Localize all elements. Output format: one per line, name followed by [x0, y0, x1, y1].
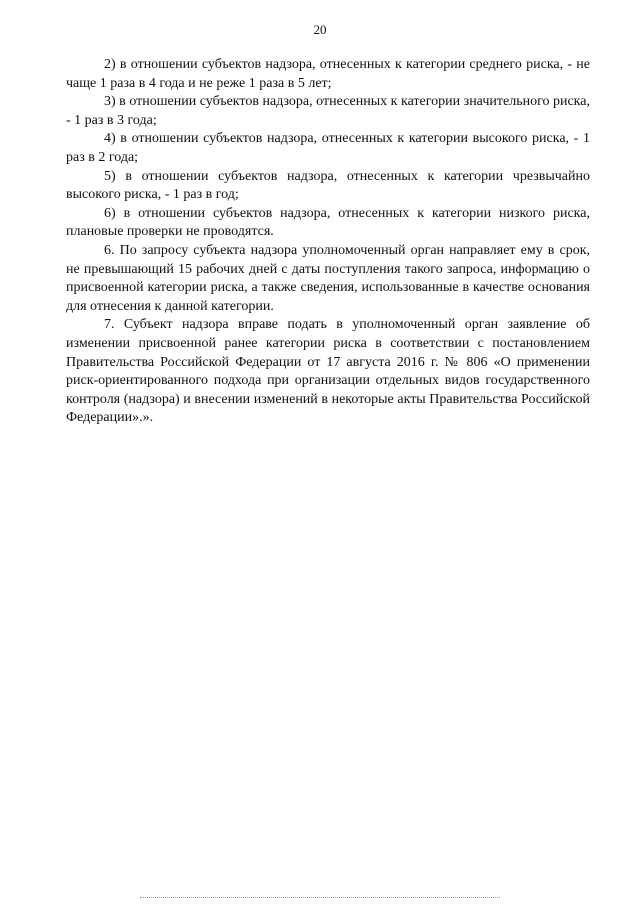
paragraph-risk-low: 6) в отношении субъектов надзора, отнесенных к категории низкого риска, плановые проверки не проводятся.	[66, 205, 590, 240]
paragraph-risk-extremely-high: 5) в отношении субъектов надзора, отнесенных к категории чрезвычайно высокого риска, - 1 раз в год;	[66, 168, 590, 203]
paragraph-risk-medium: 2) в отношении субъектов надзора, отнесенных к категории среднего риска, - не чаще 1 раза в 4 года и не реже 1 раза в 5 лет;	[66, 57, 590, 91]
paragraph-item-6: 6. По запросу субъекта надзора уполномоченный орган направляет ему в срок, не превышающий 15 рабочих дней с даты поступления такого запроса, информацию о присвоенной категории риска, а также сведения, использованные в качестве основания для отнесения к данной категории.	[66, 242, 590, 314]
paragraph-risk-significant: 3) в отношении субъектов надзора, отнесенных к категории значительного риска, - 1 раз в 3 года;	[66, 94, 590, 128]
paragraph-risk-high: 4) в отношении субъектов надзора, отнесенных к категории высокого риска, - 1 раз в 2 года;	[66, 131, 590, 165]
scan-bottom-edge	[140, 897, 500, 898]
paragraph-item-7: 7. Субъект надзора вправе подать в уполномоченный орган заявление об изменении присвоенной ранее категории риска в соответствии с постановлением Правительства Российской Федерации от 17 августа 2016 г. № 806 «О применении риск-ориентированного подхода при организации отдельных видов государственного контроля (надзора) и внесении изменений в некоторые акты Правительства Российской Федерации».».	[66, 317, 590, 426]
page-number: 20	[313, 22, 327, 37]
document-body	[66, 56, 590, 428]
